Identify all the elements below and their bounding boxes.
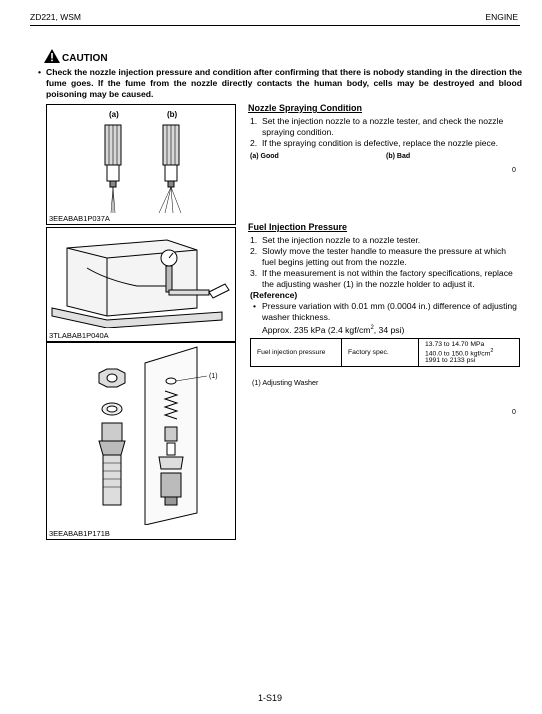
warning-triangle-icon <box>44 49 60 63</box>
step-number: 2. <box>250 246 258 256</box>
nozzle-spraying-steps <box>250 116 520 149</box>
spec-table <box>250 338 520 367</box>
caution-title: CAUTION <box>62 53 108 64</box>
fuel-injection-steps <box>250 235 520 336</box>
section-header: ENGINE <box>485 12 518 22</box>
step-text: If the measurement is not within the factory specifications, replace the adjusting washer (1) in the nozzle holder to adjust it. <box>262 268 513 289</box>
list-item <box>250 138 520 149</box>
step-number: 1. <box>250 235 258 245</box>
spec-item: Fuel injection pressure <box>251 339 342 367</box>
nozzle-spray-illustration <box>47 105 233 213</box>
callout-adjusting-washer: (1) <box>209 373 218 380</box>
caution-text: Check the nozzle injection pressure and condition after confirming that there is nobody standing in the direction the fume goes. If the fume from the nozzle directly contacts the human body, cells may be destroyed and blood poisoning may be caused. <box>46 67 522 99</box>
table-row <box>251 339 520 367</box>
fuel-injection-title: Fuel Injection Pressure <box>248 222 348 232</box>
figure-caption: 3EEABAB1P037A <box>49 214 110 223</box>
legend-good: (a) Good <box>250 153 279 160</box>
reference-text: Pressure variation with 0.01 mm (0.0004 in.) difference of adjusting washer thickness. <box>262 301 517 322</box>
figure-nozzle-spray <box>46 104 236 225</box>
end-mark: 0 <box>512 409 516 416</box>
header-rule <box>30 25 520 26</box>
nozzle-tester-illustration <box>47 228 233 328</box>
spec-type: Factory spec. <box>342 339 419 367</box>
step-text: Slowly move the tester handle to measure the pressure at which fuel begins jetting out from the nozzle. <box>262 246 507 267</box>
figure-caption: 3TLABAB1P040A <box>49 331 109 340</box>
nozzle-holder-exploded-illustration <box>47 343 233 525</box>
list-item <box>250 246 520 268</box>
step-text: Set the injection nozzle to a nozzle tester. <box>262 235 421 245</box>
doc-model-header: ZD221, WSM <box>30 12 82 22</box>
step-text: If the spraying condition is defective, replace the nozzle piece. <box>262 138 498 148</box>
caution-bullet: • <box>38 67 42 77</box>
reference-bullet: • <box>253 301 257 311</box>
nozzle-spraying-title: Nozzle Spraying Condition <box>248 103 362 113</box>
figure-nozzle-holder-exploded <box>46 342 236 540</box>
legend-bad: (b) Bad <box>386 153 411 160</box>
caution-text-block <box>38 67 522 100</box>
spec-value: 13.73 to 14.70 MPa 140.0 to 150.0 kgf/$cm^2$ 1991 to 2133 psi <box>419 339 520 367</box>
reference-item <box>250 301 520 336</box>
adjusting-washer-note: (1) Adjusting Washer <box>252 378 319 387</box>
list-item <box>250 116 520 138</box>
step-text: Set the injection nozzle to a nozzle tester, and check the nozzle spraying condition. <box>262 116 504 137</box>
end-mark: 0 <box>512 167 516 174</box>
fig-label-b: (b) <box>167 110 178 119</box>
page-number: 1-S19 <box>258 693 283 703</box>
reference-label: (Reference) <box>250 290 298 300</box>
figure-caption: 3EEABAB1P171B <box>49 529 110 538</box>
approx-pressure: Approx. 235 kPa (2.4 kgf/$cm^2$, 34 psi) <box>262 324 405 335</box>
step-number: 2. <box>250 138 258 148</box>
list-item <box>250 235 520 246</box>
figure-nozzle-tester <box>46 227 236 342</box>
fig-label-a: (a) <box>109 110 119 119</box>
step-number: 1. <box>250 116 258 126</box>
step-number: 3. <box>250 268 258 278</box>
list-item <box>250 268 520 290</box>
